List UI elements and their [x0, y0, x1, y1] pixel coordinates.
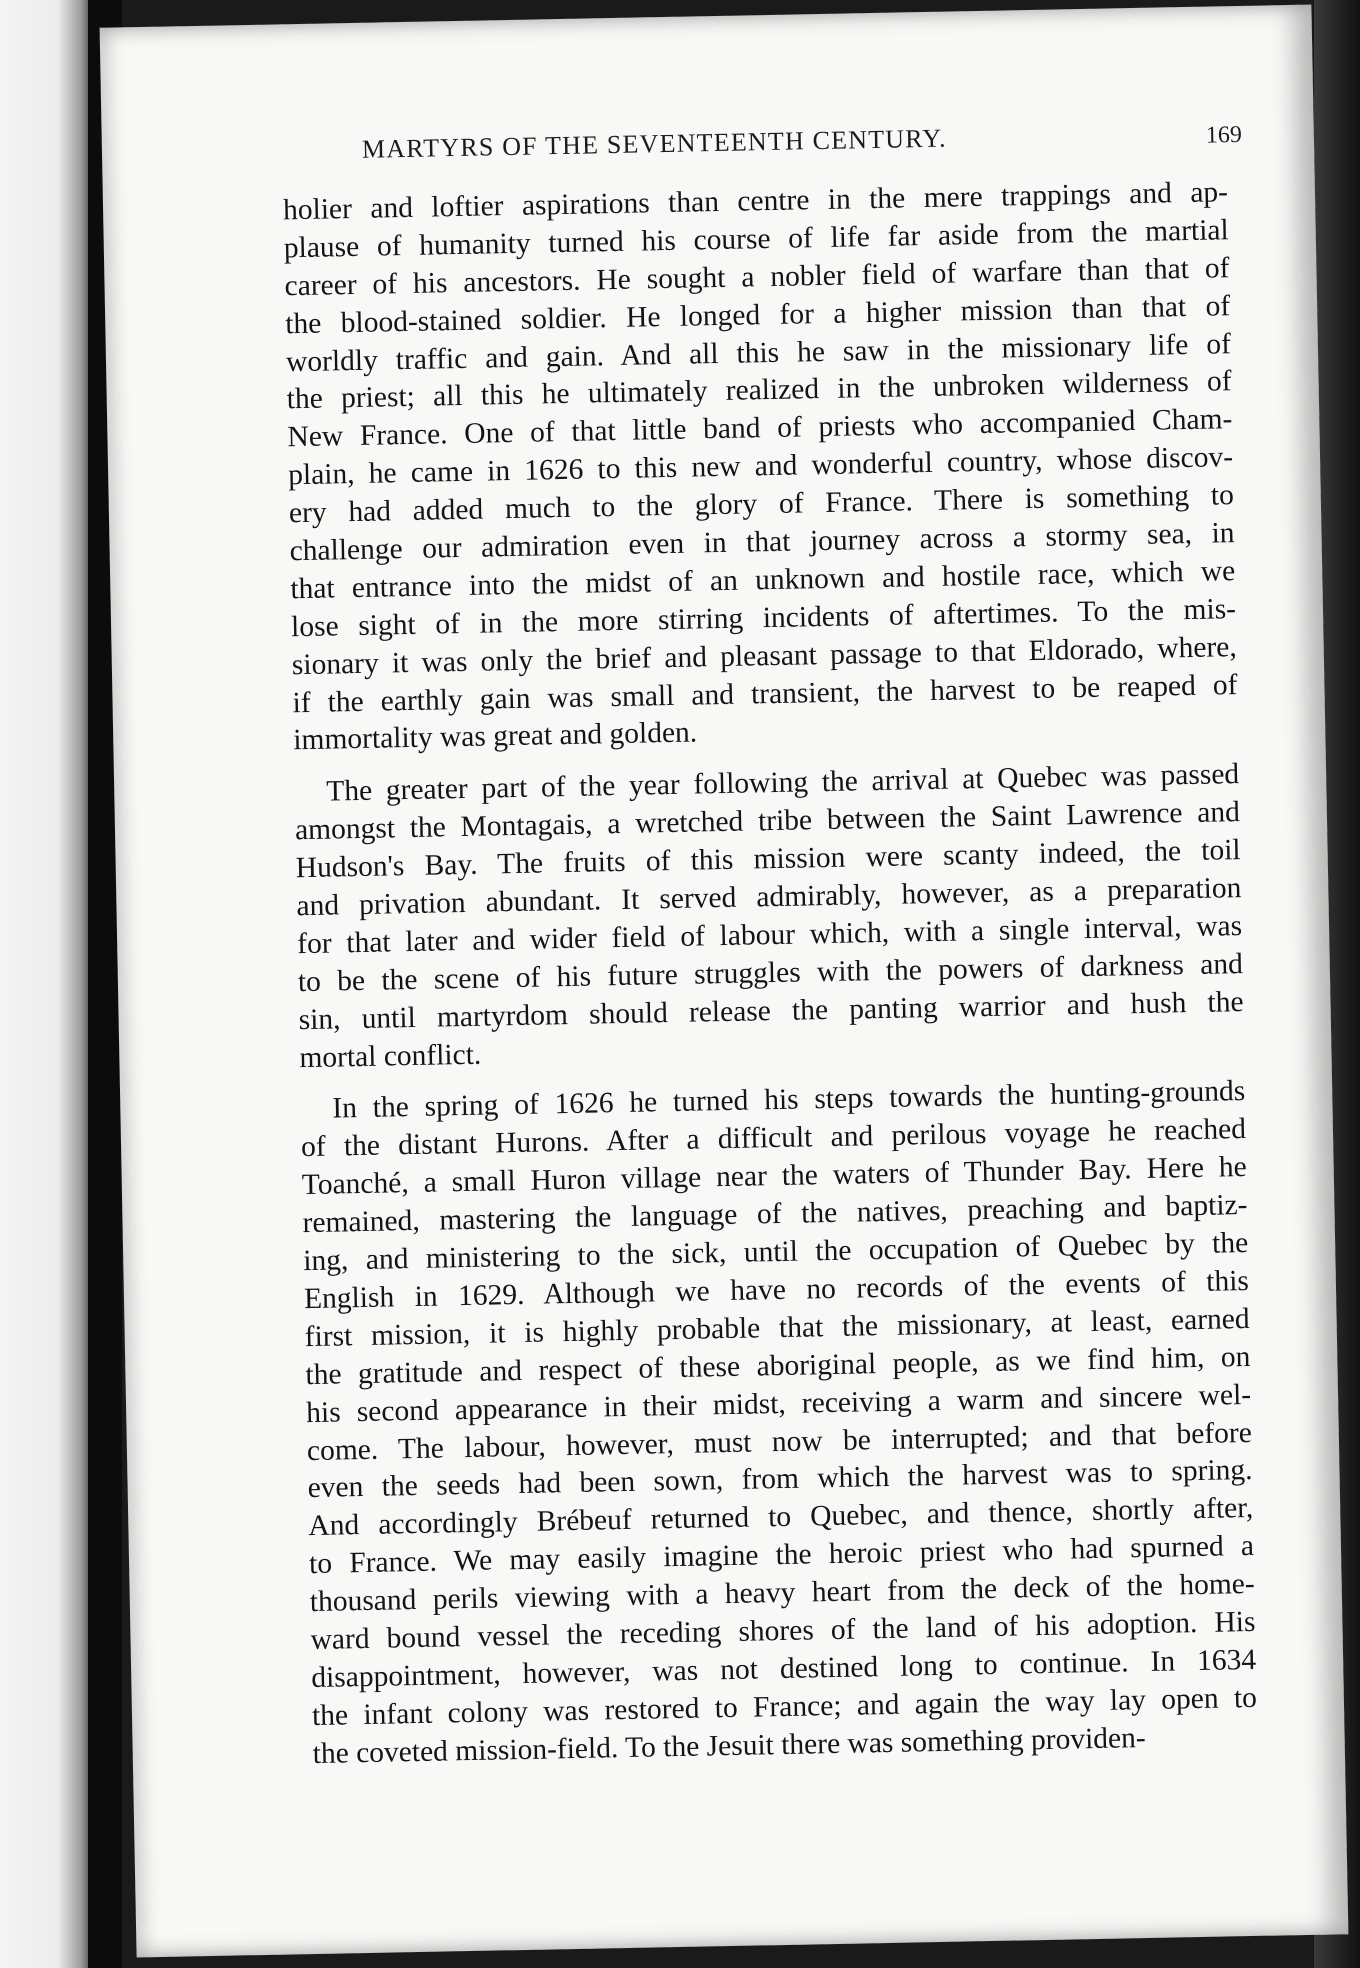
running-title: MARTYRS OF THE SEVENTEENTH CENTURY.	[361, 123, 947, 164]
paragraph	[283, 174, 1239, 760]
text-line: English in 1629. Although we have no records of the events of this	[303, 1264, 1250, 1316]
text-line: amongst the Montagais, a wretched tribe between the Saint Lawrence and	[294, 796, 1241, 847]
text-line: challenge our admiration even in that journey across a stormy sea, in	[289, 517, 1235, 568]
text-line: the coveted mission-field. To the Jesuit there was something providen-	[312, 1721, 1146, 1770]
text-line: New France. One of that little band of priests who accompanied Cham-	[287, 403, 1233, 454]
text-line: first mission, it is highly probable that the missionary, at least, earned	[304, 1302, 1250, 1353]
text-line: thousand perils viewing with a heavy heart from the deck of the home-	[309, 1567, 1255, 1619]
text-line: come. The labour, however, must now be interrupted; and that before	[306, 1416, 1253, 1467]
text-line: Toanché, a small Huron village near the waters of Thunder Bay. Here he	[301, 1151, 1247, 1202]
text-line: And accordingly Brébeuf returned to Quebec, and thence, shortly after,	[308, 1492, 1254, 1543]
page-number: 169	[1205, 121, 1243, 149]
text-line: the blood-stained soldier. He longed for a higher mission than that of	[284, 289, 1231, 340]
text-line: to be the scene of his future struggles with the powers of darkness and	[297, 947, 1244, 998]
text-line: immortality was great and golden.	[293, 716, 698, 757]
text-line: if the earthly gain was small and transient, the harvest to be reaped of	[292, 668, 1238, 719]
text-line: ward bound vessel the receding shores of the land of his adoption. His	[310, 1605, 1256, 1657]
page-header	[362, 118, 1243, 175]
text-line: disappointment, however, was not destined long to continue. In 1634	[310, 1643, 1257, 1694]
text-line: The greater part of the year following the arrival at Quebec was passed	[325, 758, 1240, 808]
text-line: the gratitude and respect of these aboriginal people, as we find him, on	[305, 1340, 1251, 1391]
book-page	[100, 5, 1349, 1958]
text-line: holier and loftier aspirations than centre in the mere trappings and ap-	[282, 176, 1229, 227]
text-line: plause of humanity turned his course of life far aside from the martial	[283, 214, 1229, 265]
text-line: for that later and wider field of labour which, with a single interval, was	[296, 909, 1243, 961]
text-line: remained, mastering the language of the natives, preaching and baptiz-	[302, 1189, 1248, 1240]
text-line: even the seeds had been sown, from which the harvest was to spring.	[307, 1454, 1253, 1505]
paragraph	[294, 756, 1245, 1077]
text-line: worldly traffic and gain. And all this he saw in the missionary life of	[285, 327, 1232, 378]
text-line: sionary it was only the brief and pleasant passage to that Eldorado, where,	[291, 630, 1237, 681]
text-line: In the spring of 1626 he turned his steps towards the hunting-grounds	[332, 1075, 1246, 1126]
text-line: the infant colony was restored to France; and again the way lay open to	[311, 1681, 1258, 1732]
text-line: mortal conflict.	[299, 1038, 482, 1074]
text-line: sin, until martyrdom should release the panting warrior and hush the	[298, 985, 1244, 1036]
paragraph	[300, 1074, 1258, 1774]
text-line: Hudson's Bay. The fruits of this mission were scanty indeed, the toil	[295, 834, 1241, 885]
text-line: the priest; all this he ultimately realized in the unbroken wilderness of	[286, 365, 1232, 416]
text-line: and privation abundant. It served admirably, however, as a preparation	[296, 872, 1242, 923]
text-line: that entrance into the midst of an unknown and hostile race, which we	[290, 555, 1236, 606]
text-line: career of his ancestors. He sought a nobler field of warfare than that of	[284, 251, 1230, 303]
text-line: lose sight of in the more stirring incidents of aftertimes. To the mis-	[290, 592, 1237, 644]
text-line: ery had added much to the glory of France. There is something to	[288, 479, 1235, 530]
text-line: his second appearance in their midst, receiving a warm and sincere wel-	[305, 1378, 1252, 1429]
text-line: plain, he came in 1626 to this new and wonderful country, whose discov-	[287, 441, 1234, 492]
text-line: of the distant Hurons. After a difficult and perilous voyage he reached	[300, 1113, 1247, 1164]
text-line: to France. We may easily imagine the heroic priest who had spurned a	[308, 1530, 1255, 1581]
body-text	[283, 174, 1258, 1773]
text-line: ing, and ministering to the sick, until the occupation of Quebec by the	[302, 1227, 1249, 1278]
facing-page-edge	[0, 0, 96, 1968]
